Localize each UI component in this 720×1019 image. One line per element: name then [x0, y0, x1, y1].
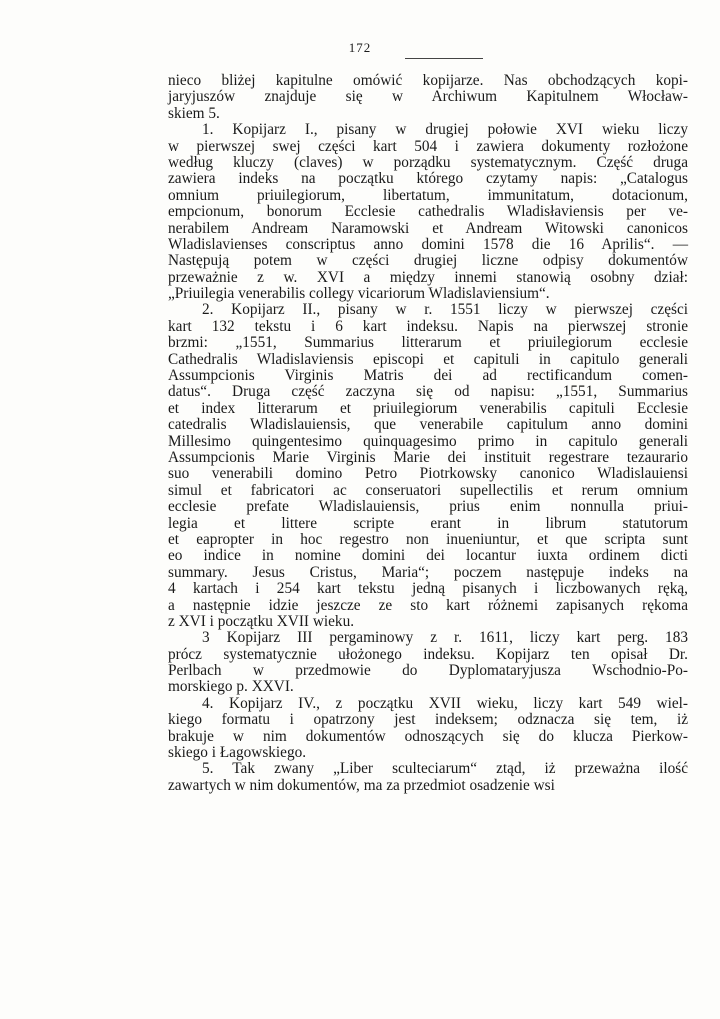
header-rule	[405, 58, 483, 59]
paragraph	[168, 302, 688, 630]
text-line: Wladislavienses conscriptus anno domini 1578 die 16 Aprilis“. —	[168, 235, 688, 253]
text-line: prócz systematycznie ułożonego indeksu. Kopijarz ten opisał Dr.	[168, 645, 688, 663]
paragraph	[168, 696, 688, 762]
text-line: catedralis Wladislauiensis, que venerabile capitulum anno domini	[168, 416, 688, 434]
text-line: z XVI i początku XVII wieku.	[168, 612, 355, 630]
text-line: legia et littere scripte erant in librum statutorum	[168, 514, 688, 532]
paragraph	[168, 122, 688, 302]
text-line: simul et fabricatori ac conseruatori supellectilis et rerum omnium	[168, 481, 688, 499]
text-line: jaryjuszów znajduje się w Archiwum Kapitulnem Włocław-	[168, 88, 688, 106]
text-line: przeważnie z w. XVI a między innemi stanowią osobny dział:	[168, 268, 688, 286]
text-line: 5. Tak zwany „Liber sculteciarum“ ztąd, iż przeważna ilość	[202, 760, 688, 778]
text-line: Millesimo quingentesimo quinquagesimo primo in capitulo generali	[168, 432, 688, 450]
text-line: et eapropter in hoc regestro non inueniuntur, et que scripta sunt	[168, 530, 688, 548]
text-line: suo venerabili domino Petro Piotrkowsky canonico Wladislauiensi	[168, 465, 688, 483]
text-line: zawiera indeks na początku którego czytamy napis: „Catalogus	[168, 170, 688, 188]
text-line: skiego i Łagowskiego.	[168, 744, 307, 762]
text-line: „Priuilegia venerabilis collegy vicariorum Wladislaviensium“.	[168, 285, 550, 303]
text-line: nieco bliżej kapitulne omówić kopijarze. Nas obchodzących kopi-	[168, 72, 688, 89]
paragraph	[168, 630, 688, 696]
text-line: Cathedralis Wladislaviensis episcopi et capituli in capitulo generali	[168, 350, 688, 368]
text-line: 2. Kopijarz II., pisany w r. 1551 liczy w pierwszej części	[202, 301, 688, 319]
paragraph	[168, 73, 688, 122]
text-line: kiego formatu i opatrzony jest indeksem; odznacza się tem, iż	[168, 711, 688, 729]
text-line: zawartych w nim dokumentów, ma za przedmiot osadzenie wsi	[168, 776, 555, 794]
text-line: Następują potem w części drugiej liczne odpisy dokumentów	[168, 252, 688, 270]
text-line: summary. Jesus Cristus, Maria“; poczem następuje indeks na	[168, 563, 688, 581]
text-line: ecclesie prefate Wladislauiensis, prius enim nonnulla priui-	[168, 498, 688, 516]
text-line: brakuje w nim dokumentów odnoszących się do klucza Pierkow-	[168, 727, 688, 745]
text-line: morskiego p. XXVI.	[168, 678, 294, 696]
text-line: omnium priuilegiorum, libertatum, immunitatum, dotacionum,	[168, 186, 688, 204]
text-line: empcionum, bonorum Ecclesie cathedralis Wladisłaviensis per ve-	[168, 203, 688, 221]
body-text	[168, 73, 688, 794]
text-line: Assumpcionis Marie Virginis Marie dei instituit regestrare tezaurario	[168, 448, 688, 466]
text-line: datus“. Druga część zaczyna się od napisu: „1551, Summarius	[168, 383, 688, 401]
text-line: 3 Kopijarz III pergaminowy z r. 1611, liczy kart perg. 183	[202, 629, 688, 647]
text-line: brzmi: „1551, Summarius litterarum et priuilegiorum ecclesie	[168, 334, 688, 352]
text-line: Perlbach w przedmowie do Dyplomataryjusza Wschodnio-Po-	[168, 662, 688, 680]
text-line: eo indice in nomine domini dei locantur iuxta ordinem dicti	[168, 547, 688, 565]
text-line: według kluczy (claves) w porządku systematycznym. Część druga	[168, 153, 688, 171]
text-line: 4 kartach i 254 kart tekstu jedną pisanych i liczbowanych ręką,	[168, 580, 688, 598]
paragraph	[168, 761, 688, 794]
page-number: 172	[348, 40, 372, 55]
text-line: skiem 5.	[168, 104, 220, 122]
text-line: Assumpcionis Virginis Matris dei ad rectificandum comen-	[168, 367, 688, 385]
text-line: 4. Kopijarz IV., z początku XVII wieku, liczy kart 549 wiel-	[202, 694, 688, 712]
text-line: w pierwszej swej części kart 504 i zawiera dokumenty rozłożone	[168, 137, 688, 155]
text-line: nerabilem Andream Naramowski et Andream Witowski canonicos	[168, 219, 688, 237]
text-line: 1. Kopijarz I., pisany w drugiej połowie XVI wieku liczy	[202, 121, 688, 139]
text-line: a następnie idzie jeszcze ze sto kart różnemi zapisanych rękoma	[168, 596, 688, 614]
text-line: kart 132 tekstu i 6 kart indeksu. Napis na pierwszej stronie	[168, 317, 688, 335]
text-line: et index litterarum et priuilegiorum venerabilis capituli Ecclesie	[168, 399, 688, 417]
